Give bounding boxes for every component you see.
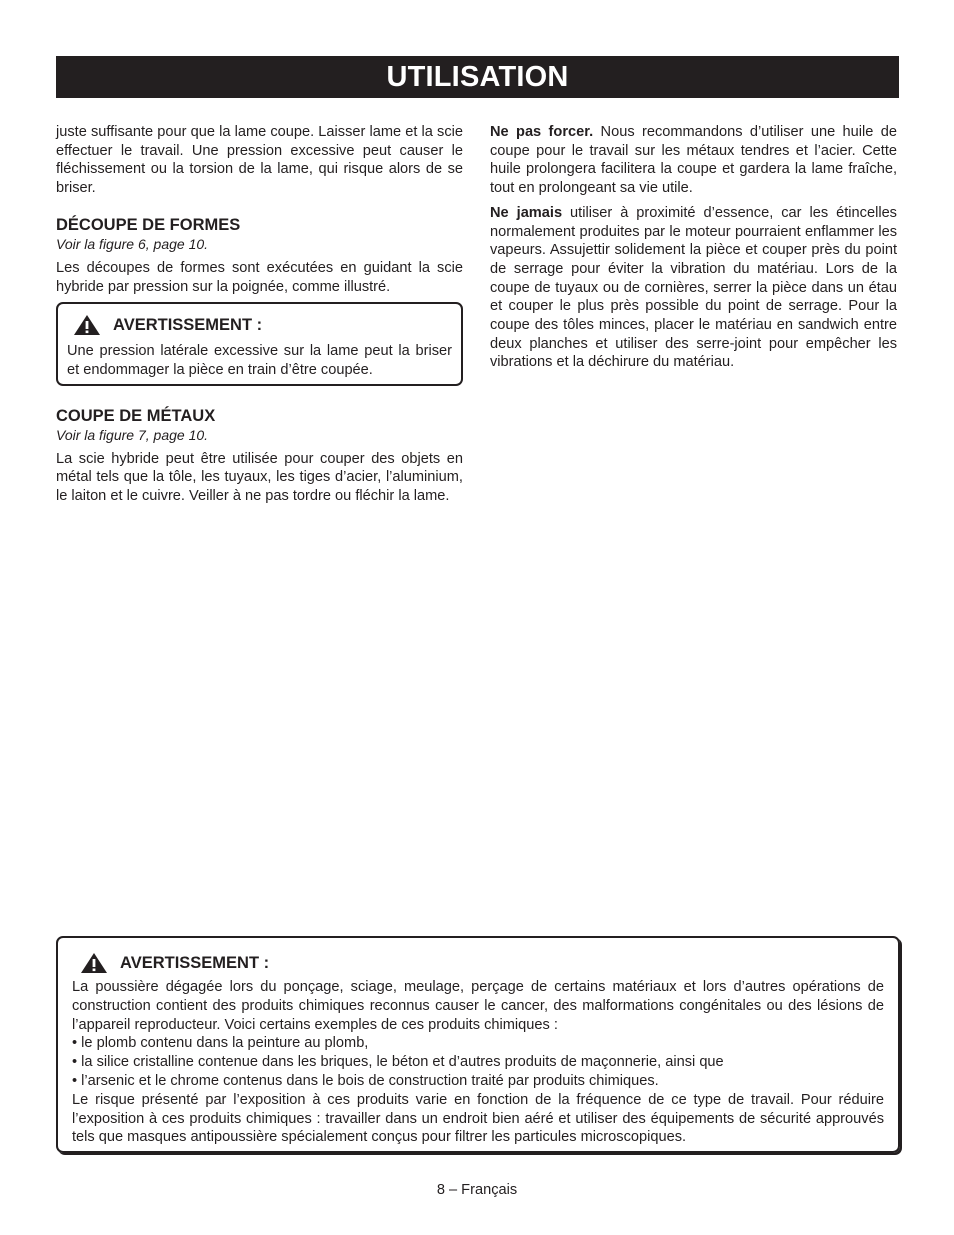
warning-header <box>73 314 452 336</box>
section-heading-metaux: COUPE DE MÉTAUX <box>56 406 216 425</box>
page-number: 8 – Français <box>436 1182 518 1198</box>
section-heading-formes: DÉCOUPE DE FORMES <box>56 215 241 234</box>
paragraph-ne-jamais <box>490 204 897 372</box>
warning-outro: Le risque présenté par l’exposition à ces produits varie en fonction de la fréquence de ce type de travail. Pour réduire l’exposition à ces produits chimiques : travailler dans un endroit bien aéré et utiliser des équipements de sécurité approuvés tels que masques antipoussière spécialement conçus pour filtrer les particules microscopiques. <box>72 1091 884 1146</box>
warning-triangle-icon <box>73 314 101 336</box>
lead-in-bold: Ne jamais <box>490 204 563 221</box>
health-warning-box <box>56 936 900 1153</box>
warning-text: Une pression latérale excessive sur la lame peut la briser et endommager la pièce en train d’être coupée. <box>67 343 452 378</box>
warning-triangle-icon <box>80 952 108 974</box>
page-footer <box>0 1182 954 1198</box>
figure-reference: Voir la figure 6, page 10. <box>56 235 209 252</box>
warning-header <box>80 952 884 974</box>
bullet-item: • le plomb contenu dans la peinture au plomb, <box>72 1035 369 1052</box>
paragraph-text: Nous recommandons d’utiliser une huile de coupe pour le travail sur les métaux tendres et l’acier. Cette huile prolongera facilitera la coupe et gardera la lame fraîche, tout en prolongeant sa vie utile. <box>490 124 897 197</box>
warning-intro: La poussière dégagée lors du ponçage, sciage, meulage, perçage de certains matériaux et lors d’autres opérations de construction contient des produits chimiques reconnus causer le cancer, des malformations congénitales ou des lésions de l’appareil reproducteur. Voici certains exemples de ces produits chimiques : <box>72 979 884 1033</box>
intro-paragraph: juste suffisante pour que la lame coupe. Laisser lame et la scie effectuer le travail. Une pression excessive peut causer le fléchissement ou la torsion de la lame, qui risque alors de se briser. <box>56 124 463 197</box>
warning-title: AVERTISSEMENT : <box>120 953 270 972</box>
warning-box <box>56 302 463 385</box>
section-body-metaux: La scie hybride peut être utilisée pour couper des objets en métal tels que la tôle, les tuyaux, les tiges d’acier, l’aluminium, le laiton et le cuivre. Veiller à ne pas tordre ou fléchir la lame. <box>56 450 463 505</box>
left-column <box>56 123 463 512</box>
right-column <box>490 123 897 378</box>
lead-in-bold: Ne pas forcer. <box>490 124 594 140</box>
warning-title: AVERTISSEMENT : <box>113 315 263 334</box>
section-body-formes: Les découpes de formes sont exécutées en guidant la scie hybride par pression sur la poignée, comme illustré. <box>56 259 463 295</box>
bullet-item: • la silice cristalline contenue dans les briques, le béton et d’autres produits de maçonnerie, ainsi que <box>72 1054 724 1071</box>
page-title: UTILISATION <box>386 60 569 93</box>
page-title-banner <box>56 56 899 98</box>
paragraph-text: utiliser à proximité d’essence, car les étincelles normalement produites par le moteur pourraient enflammer les vapeurs. Assujettir solidement la pièce et couper près du point de serrage pour éviter la vibration du matériau. Lors de la coupe de tuyaux ou de cornières, serrer la pièce dans un étau et couper le plus près possible du point de serrage. Pour la coupe des tôles minces, placer le matériau en sandwich entre deux planches et utiliser des serre-joint pour empêcher les vibrations et la déchirure du matériau. <box>490 204 897 371</box>
figure-reference: Voir la figure 7, page 10. <box>56 426 209 443</box>
bullet-item: • l’arsenic et le chrome contenus dans le bois de construction traité par produits chimiques. <box>72 1072 659 1089</box>
paragraph-ne-pas-forcer <box>490 123 897 198</box>
